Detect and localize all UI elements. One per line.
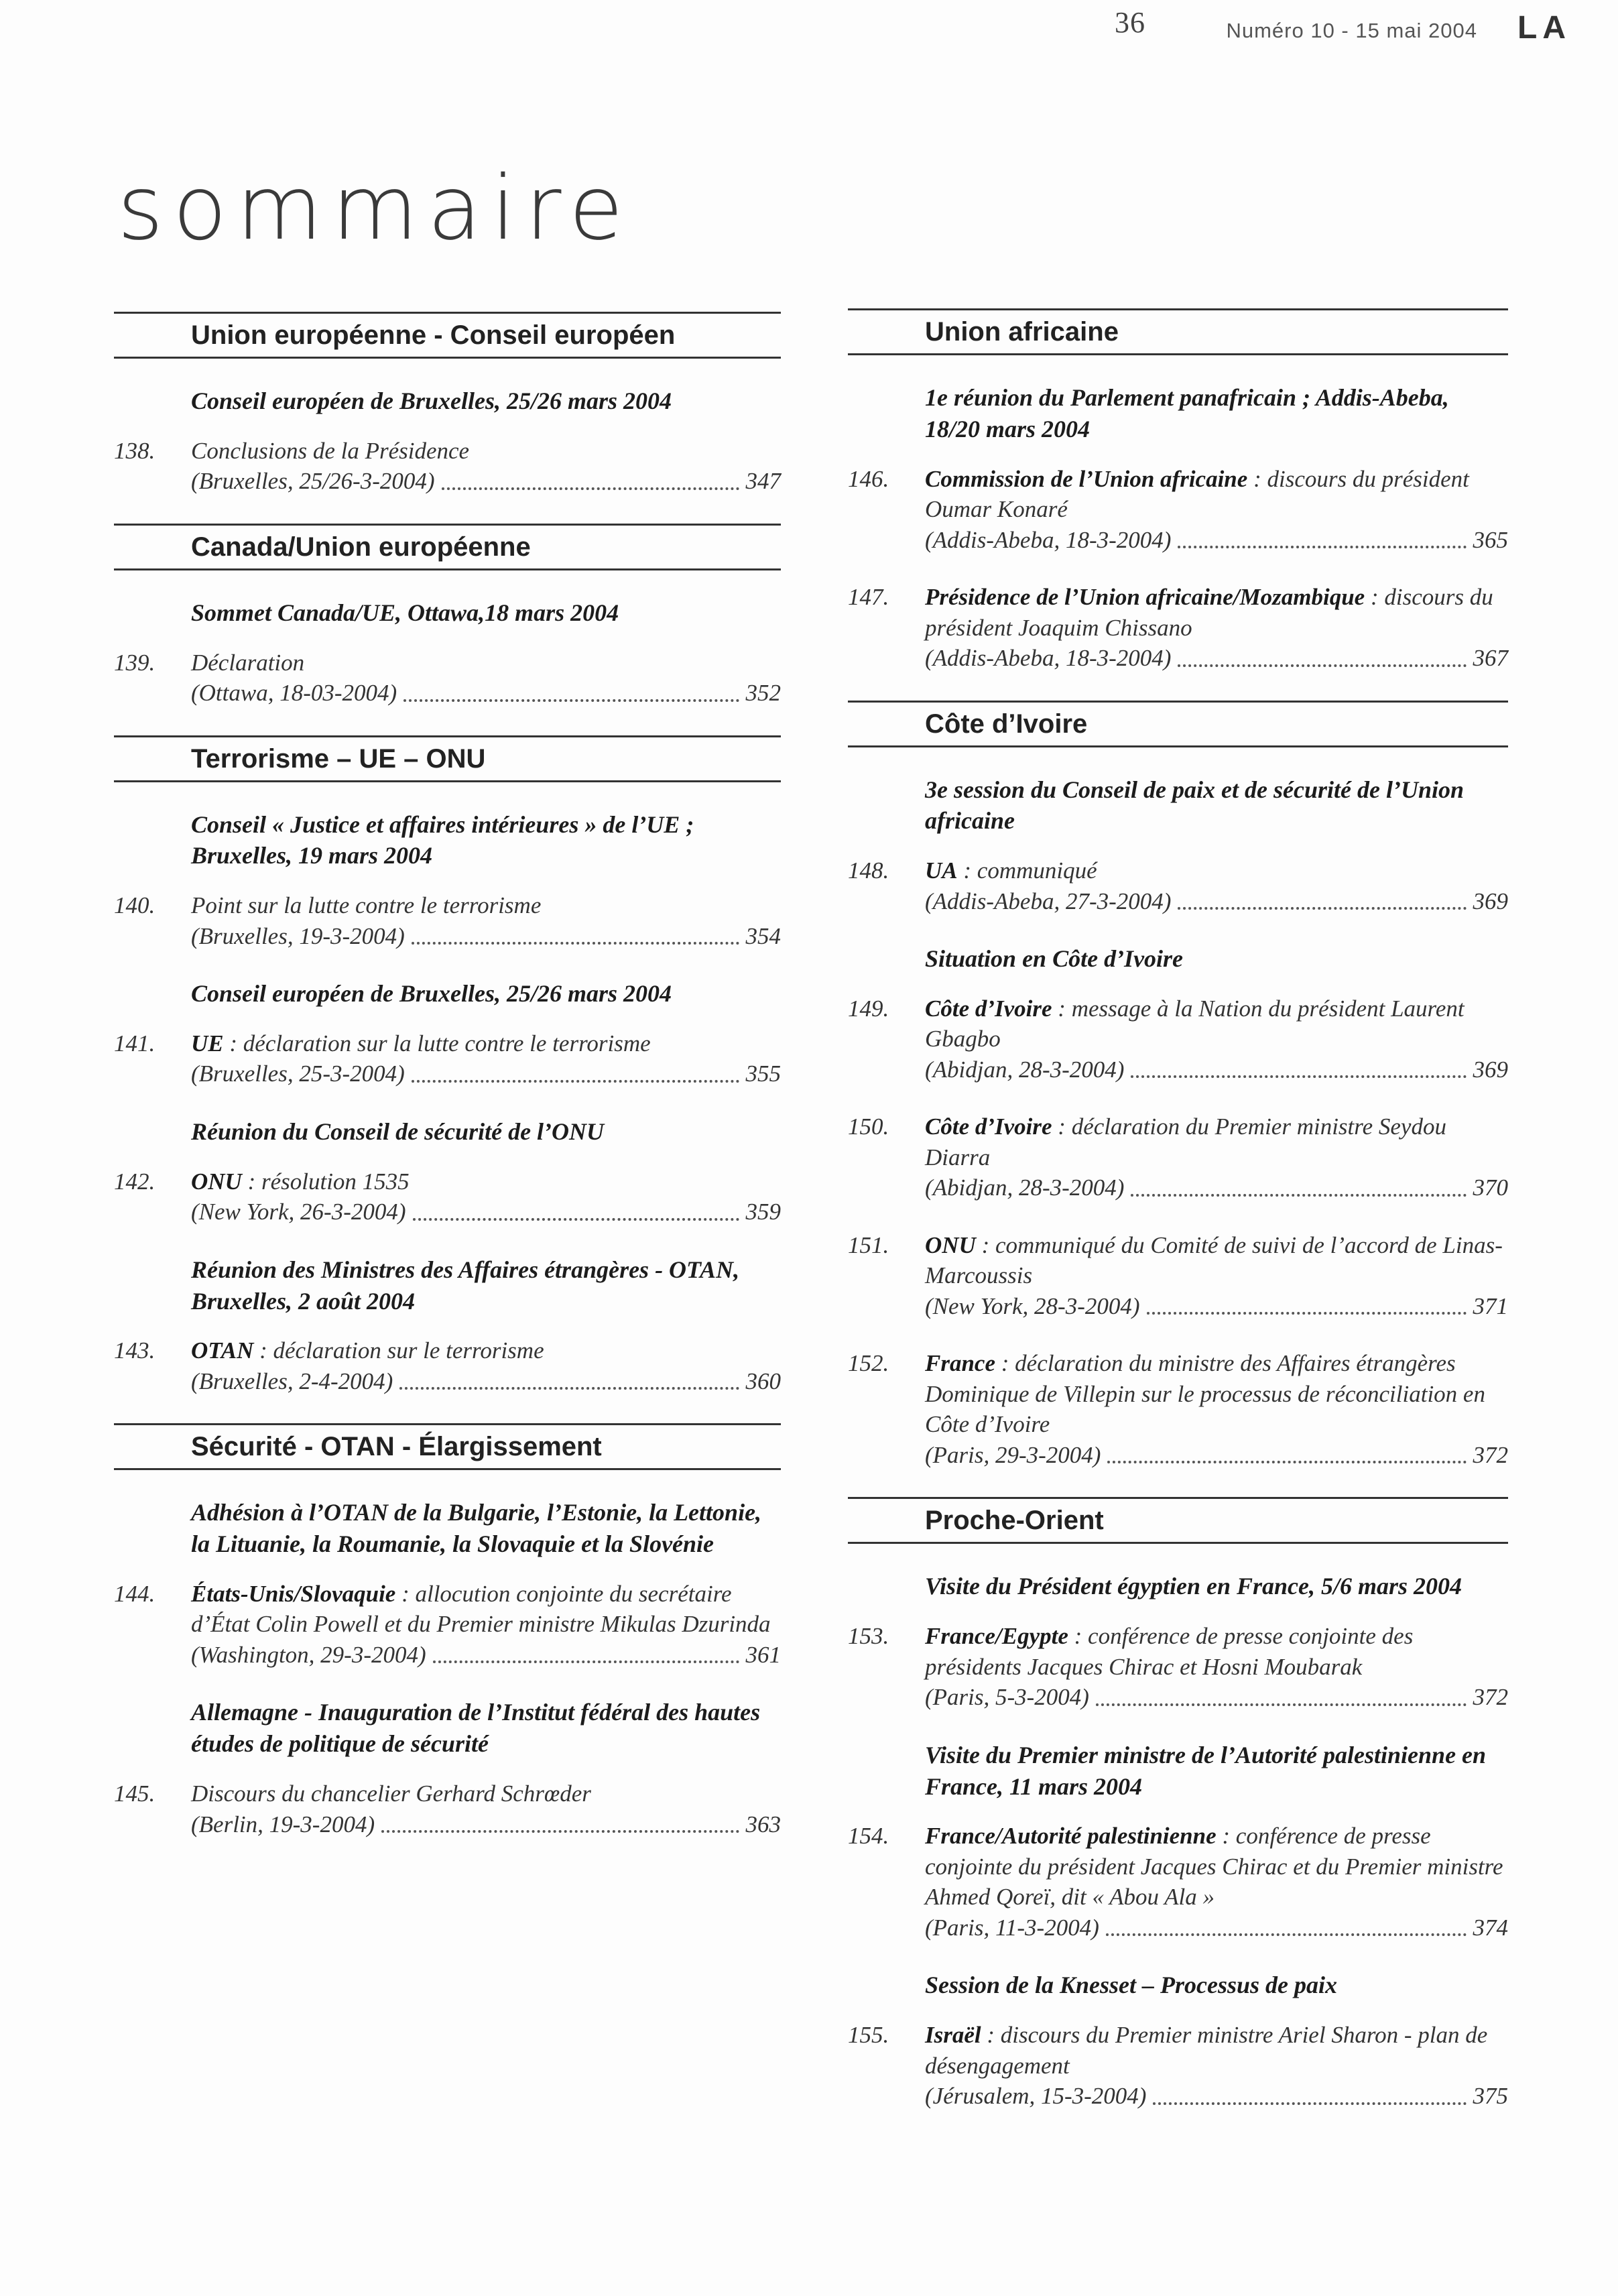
toc-entry [848, 582, 1508, 674]
entry-page-number: 347 [745, 468, 781, 495]
entry-body [925, 2020, 1508, 2112]
entry-place-date: (Addis-Abeba, 18-3-2004) [925, 645, 1172, 672]
subheading: Conseil « Justice et affaires intérieures » de l’UE ; Bruxelles, 19 mars 2004 [191, 810, 694, 869]
toc-entry [114, 1335, 781, 1396]
toc-section [114, 312, 781, 497]
handwritten-page-mark: 36 [1115, 6, 1145, 39]
entry-number: 148. [848, 857, 889, 884]
entry-reference [925, 1913, 1508, 1943]
entry-description [925, 993, 1508, 1054]
toc-entry [848, 855, 1508, 916]
toc-entry [114, 1579, 781, 1671]
entry-reference [925, 643, 1508, 674]
dot-leader [442, 487, 739, 490]
toc-entry [848, 2020, 1508, 2112]
entry-body [191, 648, 781, 709]
entry-page-number: 365 [1473, 526, 1508, 553]
entry-body [191, 1028, 781, 1089]
entry-reference [925, 1682, 1508, 1713]
dot-leader [381, 1830, 739, 1833]
entry-reference [191, 678, 781, 709]
entry-place-date: (Bruxelles, 2-4-2004) [191, 1368, 393, 1394]
entry-description [925, 2020, 1508, 2081]
entry-description [925, 1348, 1508, 1440]
entry-place-date: (Bruxelles, 25/26-3-2004) [191, 468, 435, 495]
entry-lead: France/Autorité palestinienne [925, 1823, 1217, 1850]
entry-page-number: 352 [745, 680, 781, 707]
toc-section [848, 701, 1508, 1471]
toc-section [114, 735, 781, 1397]
entry-text: : déclaration du ministre des Affaires étrangères Dominique de Villepin sur le processus de réconciliation en Côte d’Ivoire [925, 1350, 1485, 1438]
entry-description [925, 464, 1508, 525]
entry-text: Point sur la lutte contre le terrorisme [191, 892, 542, 919]
toc-entry [848, 1821, 1508, 1943]
entry-number: 143. [114, 1337, 155, 1364]
toc-entry [114, 1028, 781, 1089]
toc-section [114, 1423, 781, 1839]
dot-leader [433, 1660, 739, 1663]
section-heading: Union africaine [848, 308, 1508, 355]
entry-description [191, 1166, 781, 1197]
entry-number: 142. [114, 1168, 155, 1195]
entry-place-date: (Jérusalem, 15-3-2004) [925, 2083, 1147, 2110]
toc-entry [114, 648, 781, 709]
entry-lead: ONU [191, 1168, 242, 1195]
entry-reference [191, 1197, 781, 1227]
entry-number: 152. [848, 1350, 889, 1377]
entry-reference [191, 1809, 781, 1840]
entry-lead: Israël [925, 2022, 981, 2049]
dot-leader [1107, 1461, 1466, 1463]
entry-description [191, 1335, 781, 1366]
subheading: Adhésion à l’OTAN de la Bulgarie, l’Estonie, la Lettonie, la Lituanie, la Roumanie, la Slovaquie et la Slovénie [191, 1499, 762, 1558]
entry-body [925, 1111, 1508, 1203]
entry-body [191, 1335, 781, 1396]
toc-entry [114, 1166, 781, 1227]
entry-number: 141. [114, 1030, 155, 1056]
entry-lead: Commission de l’Union africaine [925, 465, 1248, 492]
dot-leader [1106, 1933, 1467, 1936]
entry-page-number: 354 [745, 922, 781, 949]
entry-page-number: 372 [1473, 1684, 1508, 1711]
entry-number: 140. [114, 892, 155, 919]
subheading: Sommet Canada/UE, Ottawa,18 mars 2004 [191, 599, 619, 626]
entry-text: : discours du Premier ministre Ariel Sharon - plan de désengagement [925, 2022, 1488, 2079]
entry-description [925, 1230, 1508, 1291]
dot-leader [1131, 1075, 1466, 1078]
issue-label: Numéro 10 - 15 mai 2004 [1226, 19, 1477, 42]
entry-body [925, 993, 1508, 1085]
entry-text: : discours du président Joaquim Chissano [925, 584, 1493, 641]
entry-body [191, 890, 781, 951]
dot-leader [412, 1080, 739, 1083]
dot-leader [399, 1387, 739, 1390]
entry-reference [191, 921, 781, 952]
entry-place-date: (Ottawa, 18-03-2004) [191, 680, 397, 707]
entry-reference [925, 525, 1508, 556]
entry-text: : conférence de presse conjointe du président Jacques Chirac et du Premier ministre Ahmed Qoreï, dit « Abou Ala » [925, 1823, 1503, 1911]
entry-description [925, 1821, 1508, 1913]
right-column [848, 308, 1508, 2138]
entry-lead: UE [191, 1030, 224, 1056]
entry-description [191, 1778, 781, 1809]
entry-place-date: (Addis-Abeba, 18-3-2004) [925, 526, 1172, 553]
entry-text: : allocution conjointe du secrétaire d’État Colin Powell et du Premier ministre Mikulas Dzurinda [191, 1580, 771, 1638]
subheading: Conseil européen de Bruxelles, 25/26 mars 2004 [191, 387, 672, 414]
entry-description [925, 1621, 1508, 1682]
subheading: Visite du Premier ministre de l’Autorité palestinienne en France, 11 mars 2004 [925, 1741, 1487, 1800]
dot-leader [412, 942, 739, 945]
entry-place-date: (New York, 28-3-2004) [925, 1292, 1140, 1319]
entry-lead: Présidence de l’Union africaine/Mozambique [925, 584, 1365, 611]
section-heading: Sécurité - OTAN - Élargissement [114, 1423, 781, 1470]
entry-description [191, 436, 781, 467]
section-heading: Terrorisme – UE – ONU [114, 735, 781, 782]
entry-page-number: 361 [745, 1641, 781, 1668]
entry-reference [925, 1172, 1508, 1203]
left-column [114, 312, 781, 1866]
entry-page-number: 367 [1473, 645, 1508, 672]
entry-page-number: 371 [1473, 1292, 1508, 1319]
toc-entry [848, 464, 1508, 556]
entry-reference [925, 1054, 1508, 1085]
entry-place-date: (Addis-Abeba, 27-3-2004) [925, 888, 1172, 914]
entry-text: : déclaration du Premier ministre Seydou Diarra [925, 1113, 1446, 1170]
toc-section [848, 1497, 1508, 2111]
entry-place-date: (Bruxelles, 25-3-2004) [191, 1061, 405, 1087]
entry-lead: ONU [925, 1231, 976, 1258]
dot-leader [1153, 2102, 1466, 2105]
entry-number: 147. [848, 584, 889, 611]
entry-page-number: 369 [1473, 1056, 1508, 1083]
dot-leader [403, 699, 739, 702]
entry-number: 155. [848, 2022, 889, 2049]
entry-body [925, 582, 1508, 674]
subheading: 3e session du Conseil de paix et de sécurité de l’Union africaine [925, 776, 1464, 835]
entry-body [925, 1230, 1508, 1322]
entry-description [191, 1579, 781, 1640]
entry-number: 144. [114, 1580, 155, 1607]
entry-number: 153. [848, 1623, 889, 1650]
entry-text: : communiqué du Comité de suivi de l’accord de Linas-Marcoussis [925, 1231, 1503, 1289]
entry-text: Conclusions de la Présidence [191, 437, 470, 464]
entry-text: : message à la Nation du président Laurent Gbagbo [925, 995, 1465, 1052]
entry-reference [925, 1291, 1508, 1322]
entry-place-date: (Paris, 11-3-2004) [925, 1914, 1099, 1941]
entry-reference [191, 1059, 781, 1089]
entry-place-date: (Paris, 29-3-2004) [925, 1441, 1101, 1468]
toc-entry [848, 1111, 1508, 1203]
entry-page-number: 370 [1473, 1174, 1508, 1201]
entry-number: 151. [848, 1231, 889, 1258]
entry-number: 150. [848, 1113, 889, 1140]
section-heading: Union européenne - Conseil européen [114, 312, 781, 359]
entry-reference [925, 886, 1508, 917]
entry-lead: France [925, 1350, 995, 1377]
entry-lead: France/Egypte [925, 1623, 1068, 1650]
dot-leader [1147, 1312, 1467, 1315]
entry-lead: OTAN [191, 1337, 254, 1364]
dot-leader [1178, 664, 1466, 667]
dot-leader [1178, 907, 1466, 910]
toc-entry [114, 1778, 781, 1839]
subheading: 1e réunion du Parlement panafricain ; Addis-Abeba, 18/20 mars 2004 [925, 384, 1449, 442]
entry-number: 146. [848, 465, 889, 492]
toc-entry [848, 993, 1508, 1085]
section-heading: Canada/Union européenne [114, 524, 781, 570]
entry-body [925, 1348, 1508, 1470]
entry-lead: UA [925, 857, 958, 884]
entry-place-date: (Washington, 29-3-2004) [191, 1641, 426, 1668]
entry-body [925, 855, 1508, 916]
entry-place-date: (Paris, 5-3-2004) [925, 1684, 1089, 1711]
subheading: Réunion des Ministres des Affaires étrangères - OTAN, Bruxelles, 2 août 2004 [191, 1256, 740, 1315]
dot-leader [1131, 1194, 1466, 1197]
entry-lead: Côte d’Ivoire [925, 995, 1052, 1022]
dot-leader [1178, 546, 1466, 548]
entry-description [191, 1028, 781, 1059]
corner-mark: LA [1517, 10, 1571, 46]
entry-reference [925, 2081, 1508, 2112]
toc-entry [114, 890, 781, 951]
subheading: Allemagne - Inauguration de l’Institut fédéral des hautes études de politique de sécurité [191, 1699, 761, 1758]
toc-section [114, 524, 781, 709]
entry-page-number: 375 [1473, 2083, 1508, 2110]
entry-body [925, 1621, 1508, 1713]
entry-body [191, 1778, 781, 1839]
entry-text: : communiqué [957, 857, 1097, 884]
entry-text: : résolution 1535 [241, 1168, 410, 1195]
entry-number: 145. [114, 1780, 155, 1807]
entry-lead: Côte d’Ivoire [925, 1113, 1052, 1140]
entry-text: : déclaration sur le terrorisme [253, 1337, 544, 1364]
section-heading: Proche-Orient [848, 1497, 1508, 1544]
entry-text: Discours du chancelier Gerhard Schrœder [191, 1780, 591, 1807]
entry-reference [191, 466, 781, 497]
subheading: Réunion du Conseil de sécurité de l’ONU [191, 1117, 605, 1145]
entry-page-number: 359 [745, 1199, 781, 1225]
entry-page-number: 374 [1473, 1914, 1508, 1941]
entry-place-date: (Berlin, 19-3-2004) [191, 1811, 375, 1837]
entry-place-date: (Bruxelles, 19-3-2004) [191, 922, 405, 949]
toc-entry [114, 436, 781, 497]
entry-number: 154. [848, 1823, 889, 1850]
entry-body [925, 464, 1508, 556]
entry-page-number: 372 [1473, 1441, 1508, 1468]
entry-place-date: (New York, 26-3-2004) [191, 1199, 406, 1225]
entry-number: 149. [848, 995, 889, 1022]
subheading: Situation en Côte d’Ivoire [925, 945, 1184, 973]
entry-place-date: (Abidjan, 28-3-2004) [925, 1174, 1125, 1201]
entry-body [191, 1579, 781, 1671]
entry-page-number: 355 [745, 1061, 781, 1087]
toc-section [848, 308, 1508, 674]
dot-leader [413, 1218, 739, 1221]
entry-text: : conférence de presse conjointe des présidents Jacques Chirac et Hosni Moubarak [925, 1623, 1414, 1680]
entry-description [925, 855, 1508, 886]
entry-reference [925, 1440, 1508, 1471]
section-heading: Côte d’Ivoire [848, 701, 1508, 747]
entry-description [925, 1111, 1508, 1172]
entry-page-number: 360 [745, 1368, 781, 1394]
subheading: Visite du Président égyptien en France, 5/6 mars 2004 [925, 1573, 1463, 1600]
entry-lead: États-Unis/Slovaquie [191, 1580, 396, 1607]
entry-description [925, 582, 1508, 643]
entry-description [191, 890, 781, 921]
entry-description [191, 648, 781, 678]
subheading: Session de la Knesset – Processus de paix [925, 1972, 1338, 1999]
entry-text: Déclaration [191, 649, 305, 676]
subheading: Conseil européen de Bruxelles, 25/26 mars 2004 [191, 980, 672, 1008]
toc-entry [848, 1621, 1508, 1713]
entry-place-date: (Abidjan, 28-3-2004) [925, 1056, 1125, 1083]
entry-reference [191, 1366, 781, 1397]
entry-number: 139. [114, 649, 155, 676]
entry-reference [191, 1640, 781, 1671]
toc-entry [848, 1348, 1508, 1470]
dot-leader [1096, 1703, 1467, 1706]
entry-body [191, 1166, 781, 1227]
entry-page-number: 369 [1473, 888, 1508, 914]
entry-body [925, 1821, 1508, 1943]
page-title: sommaire [117, 157, 633, 260]
entry-number: 138. [114, 437, 155, 464]
entry-text: : discours du président Oumar Konaré [925, 465, 1469, 523]
entry-text: : déclaration sur la lutte contre le terrorisme [223, 1030, 651, 1056]
entry-page-number: 363 [745, 1811, 781, 1837]
entry-body [191, 436, 781, 497]
toc-entry [848, 1230, 1508, 1322]
